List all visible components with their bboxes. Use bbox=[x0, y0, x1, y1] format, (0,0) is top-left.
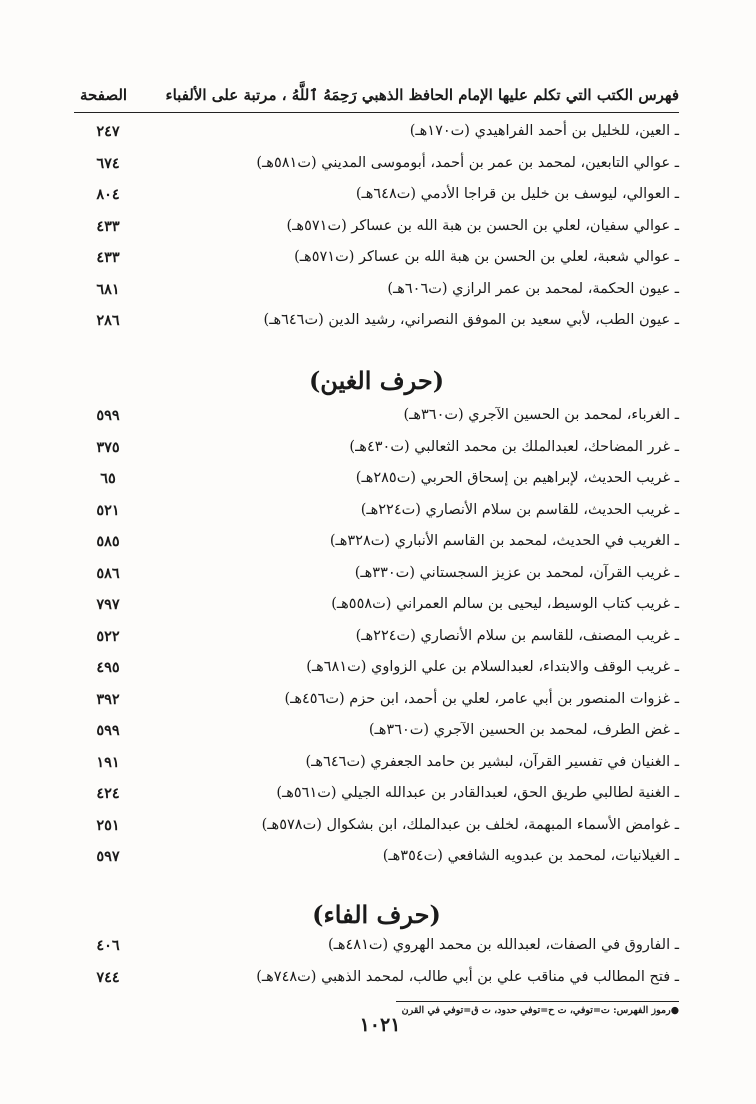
section-heading-fa: (حرف الفاء) bbox=[312, 900, 441, 929]
entry-page: ٢٤٧ bbox=[96, 123, 120, 140]
entry-page: ٤٢٤ bbox=[96, 785, 120, 802]
entry-page: ١٩١ bbox=[96, 753, 120, 771]
entries-fa bbox=[74, 932, 679, 995]
entry-title: ـ غريب القرآن، لمحمد بن عزيز السجستاني (ت٣٣٠هـ) bbox=[354, 564, 679, 581]
index-entry bbox=[74, 812, 679, 844]
entry-page: ٢٥١ bbox=[96, 816, 120, 834]
footnote: ●رموز الفهرس: ت=توفي، ت ح=توفي حدود، ت ق=توفي في القرن bbox=[401, 1005, 679, 1016]
index-entry bbox=[74, 213, 679, 245]
entry-page: ٤٣٣ bbox=[96, 217, 120, 235]
entry-page: ٦٥ bbox=[100, 470, 116, 487]
entry-page: ٥٩٧ bbox=[96, 848, 120, 865]
entry-page: ٣٩٢ bbox=[96, 690, 120, 708]
entry-title: ـ غرر المضاحك، لعبدالملك بن محمد الثعالبي (ت٤٣٠هـ) bbox=[349, 438, 679, 455]
entry-page: ٢٨٦ bbox=[96, 312, 120, 329]
entry-page: ٤٩٥ bbox=[96, 659, 120, 676]
index-entry bbox=[74, 749, 679, 781]
index-entry bbox=[74, 465, 679, 497]
header-title: فهرس الكتب التي تكلم عليها الإمام الحافظ الذهبي رَحِمَهُ ٱللَّهُ ، مرتبة على الألفباء bbox=[165, 86, 679, 104]
entry-page: ٦٨١ bbox=[96, 280, 120, 298]
index-entry bbox=[74, 717, 679, 749]
index-entry bbox=[74, 654, 679, 686]
index-entry bbox=[74, 244, 679, 276]
entry-page: ٧٤٤ bbox=[96, 968, 120, 986]
entries-ghain bbox=[74, 402, 679, 875]
index-entry bbox=[74, 780, 679, 812]
page-column-label: الصفحة bbox=[80, 86, 128, 104]
index-entry bbox=[74, 307, 679, 339]
entry-title: ـ الغرباء، لمحمد بن الحسين الآجري (ت٣٦٠هـ) bbox=[403, 407, 679, 423]
page-header bbox=[74, 80, 679, 113]
entries-ain bbox=[74, 118, 679, 339]
entry-page: ٥٢١ bbox=[96, 501, 120, 519]
index-entry bbox=[74, 528, 679, 560]
index-entry bbox=[74, 623, 679, 655]
entry-title: ـ الغيلانيات، لمحمد بن عبدويه الشافعي (ت٣٥٤هـ) bbox=[382, 848, 679, 864]
entry-title: ـ غريب الوقف والابتداء، لعبدالسلام بن علي الزواوي (ت٦٨١هـ) bbox=[306, 659, 679, 675]
entry-page: ٤٠٦ bbox=[96, 937, 120, 954]
entry-page: ٣٧٥ bbox=[96, 438, 120, 456]
index-entry bbox=[74, 964, 679, 996]
index-entry bbox=[74, 181, 679, 213]
entry-title: ـ غريب الحديث، للقاسم بن سلام الأنصاري (ت٢٢٤هـ) bbox=[360, 501, 679, 518]
entry-title: ـ الغنية لطالبي طريق الحق، لعبدالقادر بن عبدالله الجيلي (ت٥٦١هـ) bbox=[276, 785, 679, 801]
entry-page: ٨٠٤ bbox=[96, 186, 120, 203]
entry-title: ـ غريب المصنف، للقاسم بن سلام الأنصاري (ت٢٢٤هـ) bbox=[355, 627, 679, 644]
entry-title: ـ العوالي، ليوسف بن خليل بن قراجا الأدمي (ت٦٤٨هـ) bbox=[355, 186, 679, 202]
index-entry bbox=[74, 118, 679, 150]
index-entry bbox=[74, 434, 679, 466]
index-entry bbox=[74, 497, 679, 529]
entry-title: ـ عوالي التابعين، لمحمد بن عمر بن أحمد، أبوموسى المديني (ت٥٨١هـ) bbox=[256, 154, 679, 171]
entry-title: ـ عوالي شعبة، لعلي بن الحسن بن هبة الله بن عساكر (ت٥٧١هـ) bbox=[294, 249, 679, 265]
entry-title: ـ غريب الحديث، لإبراهيم بن إسحاق الحربي (ت٢٨٥هـ) bbox=[355, 470, 679, 486]
entry-title: ـ غض الطرف، لمحمد بن الحسين الآجري (ت٣٦٠هـ) bbox=[368, 722, 679, 738]
index-entry bbox=[74, 402, 679, 434]
entry-title: ـ عوالي سفيان، لعلي بن الحسن بن هبة الله بن عساكر (ت٥٧١هـ) bbox=[286, 217, 679, 234]
entry-page: ٥٨٦ bbox=[96, 564, 120, 582]
section-heading-ghain: (حرف الغين) bbox=[308, 366, 445, 395]
entry-title: ـ غريب كتاب الوسيط، ليحيى بن سالم العمراني (ت٥٥٨هـ) bbox=[331, 596, 679, 612]
page-number: ١٠٢١ bbox=[359, 1014, 401, 1036]
entry-title: ـ غزوات المنصور بن أبي عامر، لعلي بن أحمد، ابن حزم (ت٤٥٦هـ) bbox=[284, 690, 679, 707]
index-entry bbox=[74, 560, 679, 592]
index-entry bbox=[74, 276, 679, 308]
index-entry bbox=[74, 686, 679, 718]
entry-page: ٦٧٤ bbox=[96, 154, 120, 172]
entry-title: ـ فتح المطالب في مناقب علي بن أبي طالب، لمحمد الذهبي (ت٧٤٨هـ) bbox=[256, 968, 679, 985]
entry-title: ـ غوامض الأسماء المبهمة، لخلف بن عبدالملك، ابن بشكوال (ت٥٧٨هـ) bbox=[261, 816, 679, 833]
entry-page: ٥٢٢ bbox=[96, 627, 120, 645]
entry-page: ٤٣٣ bbox=[96, 249, 120, 266]
index-entry bbox=[74, 932, 679, 964]
entry-title: ـ الغريب في الحديث، لمحمد بن القاسم الأنباري (ت٣٢٨هـ) bbox=[329, 533, 679, 549]
footnote-divider bbox=[396, 1001, 679, 1002]
entry-page: ٥٨٥ bbox=[96, 533, 120, 550]
entry-title: ـ الغنيان في تفسير القرآن، لبشير بن حامد الجعفري (ت٦٤٦هـ) bbox=[305, 753, 679, 770]
entry-page: ٥٩٩ bbox=[96, 407, 120, 424]
entry-title: ـ الفاروق في الصفات، لعبدالله بن محمد الهروي (ت٤٨١هـ) bbox=[327, 937, 679, 953]
entry-title: ـ العين، للخليل بن أحمد الفراهيدي (ت١٧٠هـ) bbox=[409, 123, 679, 139]
entry-page: ٧٩٧ bbox=[96, 596, 120, 613]
entry-page: ٥٩٩ bbox=[96, 722, 120, 739]
entry-title: ـ عيون الحكمة، لمحمد بن عمر الرازي (ت٦٠٦هـ) bbox=[387, 280, 679, 297]
index-entry bbox=[74, 591, 679, 623]
entry-title: ـ عيون الطب، لأبي سعيد بن الموفق النصراني، رشيد الدين (ت٦٤٦هـ) bbox=[263, 312, 679, 328]
index-entry bbox=[74, 843, 679, 875]
index-entry bbox=[74, 150, 679, 182]
